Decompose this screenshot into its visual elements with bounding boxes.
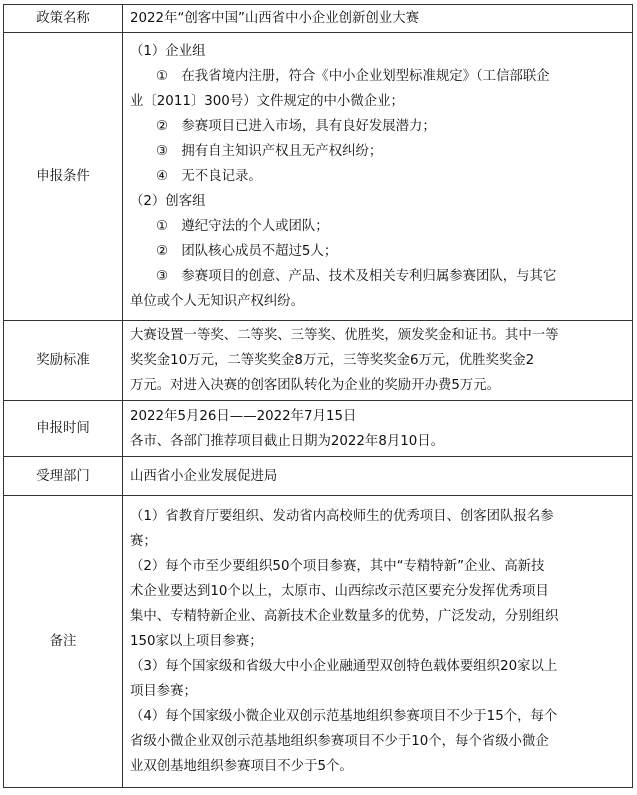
label-time: 申报时间 bbox=[4, 401, 123, 457]
label-remarks: 备注 bbox=[4, 496, 123, 788]
condition-line: 业〔2011〕300号）文件规定的中小微企业； bbox=[130, 94, 404, 109]
label-conditions: 申报条件 bbox=[4, 33, 123, 321]
value-remarks bbox=[123, 496, 633, 788]
row-remarks bbox=[4, 496, 633, 788]
value-conditions bbox=[123, 33, 633, 321]
row-conditions bbox=[4, 33, 633, 321]
condition-line: ② 参赛项目已进入市场，具有良好发展潜力； bbox=[156, 119, 436, 134]
label-policy-name: 政策名称 bbox=[4, 5, 123, 33]
value-time bbox=[123, 401, 633, 457]
remark-line: （1）省教育厅要组织、发动省内高校师生的优秀项目、创客团队报名参 bbox=[130, 509, 554, 524]
value-dept: 山西省小企业发展促进局 bbox=[123, 457, 633, 496]
remark-line: 赛； bbox=[130, 534, 157, 549]
remark-line: （2）每个市至少要组织50个项目参赛，其中“专精特新”企业、高新技 bbox=[130, 559, 545, 574]
condition-line: （1）企业组 bbox=[130, 44, 206, 59]
condition-line: ① 在我省境内注册，符合《中小企业划型标准规定》（工信部联企 bbox=[156, 69, 550, 84]
reward-line: 大赛设置一等奖、二等奖、三等奖、优胜奖，颁发奖金和证书。其中一等 bbox=[130, 328, 559, 343]
remark-line: 术企业要达到10个以上，太原市、山西综改示范区要充分发挥优秀项目 bbox=[130, 584, 549, 599]
value-policy-name: 2022年“创客中国”山西省中小企业创新创业大赛 bbox=[123, 5, 633, 33]
remark-line: 省级小微企业双创示范基地组织参赛项目不少于10个，每个省级小微企 bbox=[130, 734, 549, 749]
condition-line: ③ 参赛项目的创意、产品、技术及相关专利归属参赛团队，与其它 bbox=[156, 269, 557, 284]
condition-line: ③ 拥有自主知识产权且无产权纠纷； bbox=[156, 144, 383, 159]
time-line: 各市、各部门推荐项目截止日期为2022年8月10日。 bbox=[130, 433, 445, 449]
reward-line: 万元。对进入决赛的创客团队转化为企业的奖励开办费5万元。 bbox=[130, 378, 501, 393]
row-dept bbox=[4, 457, 633, 496]
condition-line: ① 遵纪守法的个人或团队； bbox=[156, 219, 329, 234]
time-line: 2022年5月26日——2022年7月15日 bbox=[130, 408, 357, 424]
label-rewards: 奖励标准 bbox=[4, 321, 123, 401]
row-policy-name bbox=[4, 5, 633, 33]
condition-line: （2）创客组 bbox=[130, 194, 206, 209]
remark-line: （4）每个国家级小微企业双创示范基地组织参赛项目不少于15个，每个 bbox=[130, 709, 558, 724]
remark-line: 150家以上项目参赛； bbox=[130, 634, 263, 649]
value-rewards bbox=[123, 321, 633, 401]
remark-line: 业双创基地组织参赛项目不少于5个。 bbox=[130, 759, 353, 774]
row-rewards bbox=[4, 321, 633, 401]
remark-line: 集中、专精特新企业、高新技术企业数量多的优势，广泛发动，分别组织 bbox=[130, 609, 559, 624]
policy-table bbox=[3, 4, 633, 788]
remark-line: （3）每个国家级和省级大中小企业融通型双创特色载体要组织20家以上 bbox=[130, 659, 558, 674]
remark-line: 项目参赛； bbox=[130, 684, 197, 699]
reward-line: 奖奖金10万元，二等奖奖金8万元，三等奖奖金6万元，优胜奖奖金2 bbox=[130, 353, 535, 368]
condition-line: ② 团队核心成员不超过5人； bbox=[156, 244, 338, 259]
label-dept: 受理部门 bbox=[4, 457, 123, 496]
row-time bbox=[4, 401, 633, 457]
condition-line: ④ 无不良记录。 bbox=[156, 169, 262, 184]
condition-line: 单位或个人无知识产权纠纷。 bbox=[130, 294, 305, 309]
